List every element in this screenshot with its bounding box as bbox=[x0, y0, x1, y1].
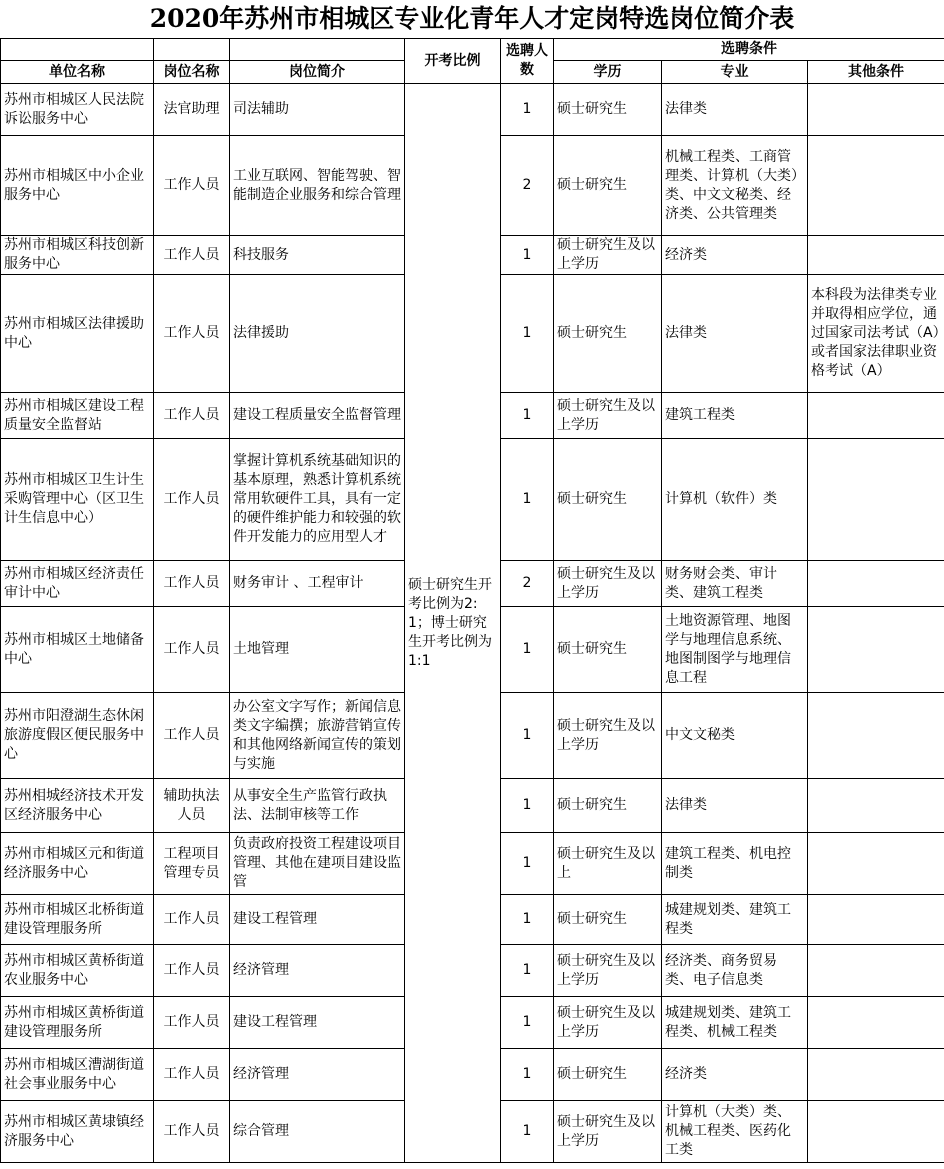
count-cell: 1 bbox=[501, 236, 554, 275]
position-intro-cell: 经济管理 bbox=[230, 945, 405, 997]
other-condition-cell bbox=[808, 997, 944, 1049]
position-intro-cell: 科技服务 bbox=[230, 236, 405, 275]
position-name-cell: 工作人员 bbox=[154, 136, 230, 236]
other-condition-cell bbox=[808, 693, 944, 779]
header-other: 其他条件 bbox=[808, 61, 944, 84]
unit-name-cell: 苏州市相城区土地储备中心 bbox=[1, 607, 154, 693]
unit-name-cell: 苏州市相城区中小企业服务中心 bbox=[1, 136, 154, 236]
unit-name-cell: 苏州市阳澄湖生态休闲旅游度假区便民服务中心 bbox=[1, 693, 154, 779]
position-intro-cell: 掌握计算机系统基础知识的基本原理，熟悉计算机系统常用软硬件工具，具有一定的硬件维护能力和较强的软件开发能力的应用型人才 bbox=[230, 439, 405, 561]
position-name-cell: 工作人员 bbox=[154, 895, 230, 945]
other-condition-cell bbox=[808, 1101, 944, 1163]
major-cell: 法律类 bbox=[662, 779, 808, 833]
count-cell: 1 bbox=[501, 439, 554, 561]
position-name-cell: 工作人员 bbox=[154, 236, 230, 275]
count-cell: 2 bbox=[501, 561, 554, 607]
education-cell: 硕士研究生及以上学历 bbox=[554, 693, 662, 779]
other-condition-cell bbox=[808, 945, 944, 997]
header-position: 岗位名称 bbox=[154, 61, 230, 84]
other-condition-cell bbox=[808, 833, 944, 895]
unit-name-cell: 苏州市相城区法律援助中心 bbox=[1, 275, 154, 393]
major-cell: 中文文秘类 bbox=[662, 693, 808, 779]
unit-name-cell: 苏州市相城区黄埭镇经济服务中心 bbox=[1, 1101, 154, 1163]
other-condition-cell bbox=[808, 393, 944, 439]
page-title: 2020年苏州市相城区专业化青年人才定岗特选岗位简介表 bbox=[149, 4, 795, 33]
education-cell: 硕士研究生及以上学历 bbox=[554, 236, 662, 275]
count-cell: 1 bbox=[501, 693, 554, 779]
header-conditions: 选聘条件 bbox=[554, 39, 944, 61]
position-intro-cell: 法律援助 bbox=[230, 275, 405, 393]
major-cell: 土地资源管理、地图学与地理信息系统、地图制图学与地理信息工程 bbox=[662, 607, 808, 693]
count-cell: 2 bbox=[501, 136, 554, 236]
count-cell: 1 bbox=[501, 1049, 554, 1101]
education-cell: 硕士研究生 bbox=[554, 895, 662, 945]
header-education: 学历 bbox=[554, 61, 662, 84]
position-name-cell: 工程项目管理专员 bbox=[154, 833, 230, 895]
count-cell: 1 bbox=[501, 895, 554, 945]
position-name-cell: 工作人员 bbox=[154, 1049, 230, 1101]
education-cell: 硕士研究生 bbox=[554, 136, 662, 236]
other-condition-cell bbox=[808, 1049, 944, 1101]
count-cell: 1 bbox=[501, 997, 554, 1049]
count-cell: 1 bbox=[501, 945, 554, 997]
unit-name-cell: 苏州市相城区漕湖街道社会事业服务中心 bbox=[1, 1049, 154, 1101]
position-intro-cell: 经济管理 bbox=[230, 1049, 405, 1101]
major-cell: 经济类 bbox=[662, 1049, 808, 1101]
position-name-cell: 工作人员 bbox=[154, 945, 230, 997]
position-name-cell: 辅助执法人员 bbox=[154, 779, 230, 833]
major-cell: 计算机（大类）类、机械工程类、医药化工类 bbox=[662, 1101, 808, 1163]
table-row bbox=[1, 84, 944, 136]
education-cell: 硕士研究生及以上学历 bbox=[554, 1101, 662, 1163]
unit-name-cell: 苏州市相城区经济责任审计中心 bbox=[1, 561, 154, 607]
education-cell: 硕士研究生 bbox=[554, 439, 662, 561]
position-name-cell: 工作人员 bbox=[154, 693, 230, 779]
unit-name-cell: 苏州市相城区黄桥街道建设管理服务所 bbox=[1, 997, 154, 1049]
header-major: 专业 bbox=[662, 61, 808, 84]
count-cell: 1 bbox=[501, 84, 554, 136]
position-intro-cell: 建设工程管理 bbox=[230, 895, 405, 945]
major-cell: 计算机（软件）类 bbox=[662, 439, 808, 561]
header-intro: 岗位简介 bbox=[230, 61, 405, 84]
education-cell: 硕士研究生及以上学历 bbox=[554, 561, 662, 607]
position-intro-cell: 财务审计 、工程审计 bbox=[230, 561, 405, 607]
major-cell: 经济类、商务贸易类、电子信息类 bbox=[662, 945, 808, 997]
education-cell: 硕士研究生 bbox=[554, 779, 662, 833]
major-cell: 城建规划类、建筑工程类 bbox=[662, 895, 808, 945]
other-condition-cell bbox=[808, 895, 944, 945]
unit-name-cell: 苏州市相城区元和街道经济服务中心 bbox=[1, 833, 154, 895]
count-cell: 1 bbox=[501, 779, 554, 833]
header-ratio: 开考比例 bbox=[405, 39, 501, 84]
position-name-cell: 工作人员 bbox=[154, 607, 230, 693]
other-condition-cell bbox=[808, 779, 944, 833]
major-cell: 建筑工程类、机电控制类 bbox=[662, 833, 808, 895]
other-condition-cell bbox=[808, 607, 944, 693]
other-condition-cell bbox=[808, 236, 944, 275]
position-name-cell: 法官助理 bbox=[154, 84, 230, 136]
positions-table bbox=[0, 38, 944, 1163]
other-condition-cell bbox=[808, 84, 944, 136]
count-cell: 1 bbox=[501, 607, 554, 693]
count-cell: 1 bbox=[501, 1101, 554, 1163]
unit-name-cell: 苏州市相城区卫生计生采购管理中心（区卫生计生信息中心） bbox=[1, 439, 154, 561]
unit-name-cell: 苏州市相城区北桥街道建设管理服务所 bbox=[1, 895, 154, 945]
position-intro-cell: 土地管理 bbox=[230, 607, 405, 693]
major-cell: 财务财会类、审计类、建筑工程类 bbox=[662, 561, 808, 607]
unit-name-cell: 苏州市相城区人民法院诉讼服务中心 bbox=[1, 84, 154, 136]
unit-name-cell: 苏州市相城区建设工程质量安全监督站 bbox=[1, 393, 154, 439]
education-cell: 硕士研究生 bbox=[554, 84, 662, 136]
education-cell: 硕士研究生 bbox=[554, 607, 662, 693]
position-name-cell: 工作人员 bbox=[154, 393, 230, 439]
count-cell: 1 bbox=[501, 393, 554, 439]
other-condition-cell: 本科段为法律类专业并取得相应学位，通过国家司法考试（A）或者国家法律职业资格考试（A） bbox=[808, 275, 944, 393]
other-condition-cell bbox=[808, 136, 944, 236]
education-cell: 硕士研究生 bbox=[554, 1049, 662, 1101]
count-cell: 1 bbox=[501, 275, 554, 393]
major-cell: 经济类 bbox=[662, 236, 808, 275]
unit-name-cell: 苏州市相城区黄桥街道农业服务中心 bbox=[1, 945, 154, 997]
position-name-cell: 工作人员 bbox=[154, 1101, 230, 1163]
position-intro-cell: 从事安全生产监管行政执法、法制审核等工作 bbox=[230, 779, 405, 833]
position-intro-cell: 建设工程管理 bbox=[230, 997, 405, 1049]
position-name-cell: 工作人员 bbox=[154, 561, 230, 607]
count-cell: 1 bbox=[501, 833, 554, 895]
education-cell: 硕士研究生及以上学历 bbox=[554, 997, 662, 1049]
position-intro-cell: 负责政府投资工程建设项目管理、其他在建项目建设监管 bbox=[230, 833, 405, 895]
education-cell: 硕士研究生及以上学历 bbox=[554, 945, 662, 997]
position-name-cell: 工作人员 bbox=[154, 439, 230, 561]
header-count: 选聘人数 bbox=[501, 39, 554, 84]
other-condition-cell bbox=[808, 561, 944, 607]
position-intro-cell: 办公室文字写作；新闻信息类文字编撰；旅游营销宣传和其他网络新闻宣传的策划与实施 bbox=[230, 693, 405, 779]
education-cell: 硕士研究生及以上 bbox=[554, 833, 662, 895]
position-name-cell: 工作人员 bbox=[154, 997, 230, 1049]
major-cell: 机械工程类、工商管理类、计算机（大类）类、中文文秘类、经济类、公共管理类 bbox=[662, 136, 808, 236]
position-name-cell: 工作人员 bbox=[154, 275, 230, 393]
major-cell: 城建规划类、建筑工程类、机械工程类 bbox=[662, 997, 808, 1049]
position-intro-cell: 工业互联网、智能驾驶、智能制造企业服务和综合管理 bbox=[230, 136, 405, 236]
education-cell: 硕士研究生 bbox=[554, 275, 662, 393]
position-intro-cell: 综合管理 bbox=[230, 1101, 405, 1163]
other-condition-cell bbox=[808, 439, 944, 561]
unit-name-cell: 苏州市相城区科技创新服务中心 bbox=[1, 236, 154, 275]
position-intro-cell: 建设工程质量安全监督管理 bbox=[230, 393, 405, 439]
unit-name-cell: 苏州相城经济技术开发区经济服务中心 bbox=[1, 779, 154, 833]
major-cell: 法律类 bbox=[662, 275, 808, 393]
ratio-note-cell: 硕士研究生开考比例为2:1；博士研究生开考比例为1:1 bbox=[405, 84, 501, 1163]
header-unit: 单位名称 bbox=[1, 61, 154, 84]
major-cell: 建筑工程类 bbox=[662, 393, 808, 439]
major-cell: 法律类 bbox=[662, 84, 808, 136]
position-intro-cell: 司法辅助 bbox=[230, 84, 405, 136]
education-cell: 硕士研究生及以上学历 bbox=[554, 393, 662, 439]
